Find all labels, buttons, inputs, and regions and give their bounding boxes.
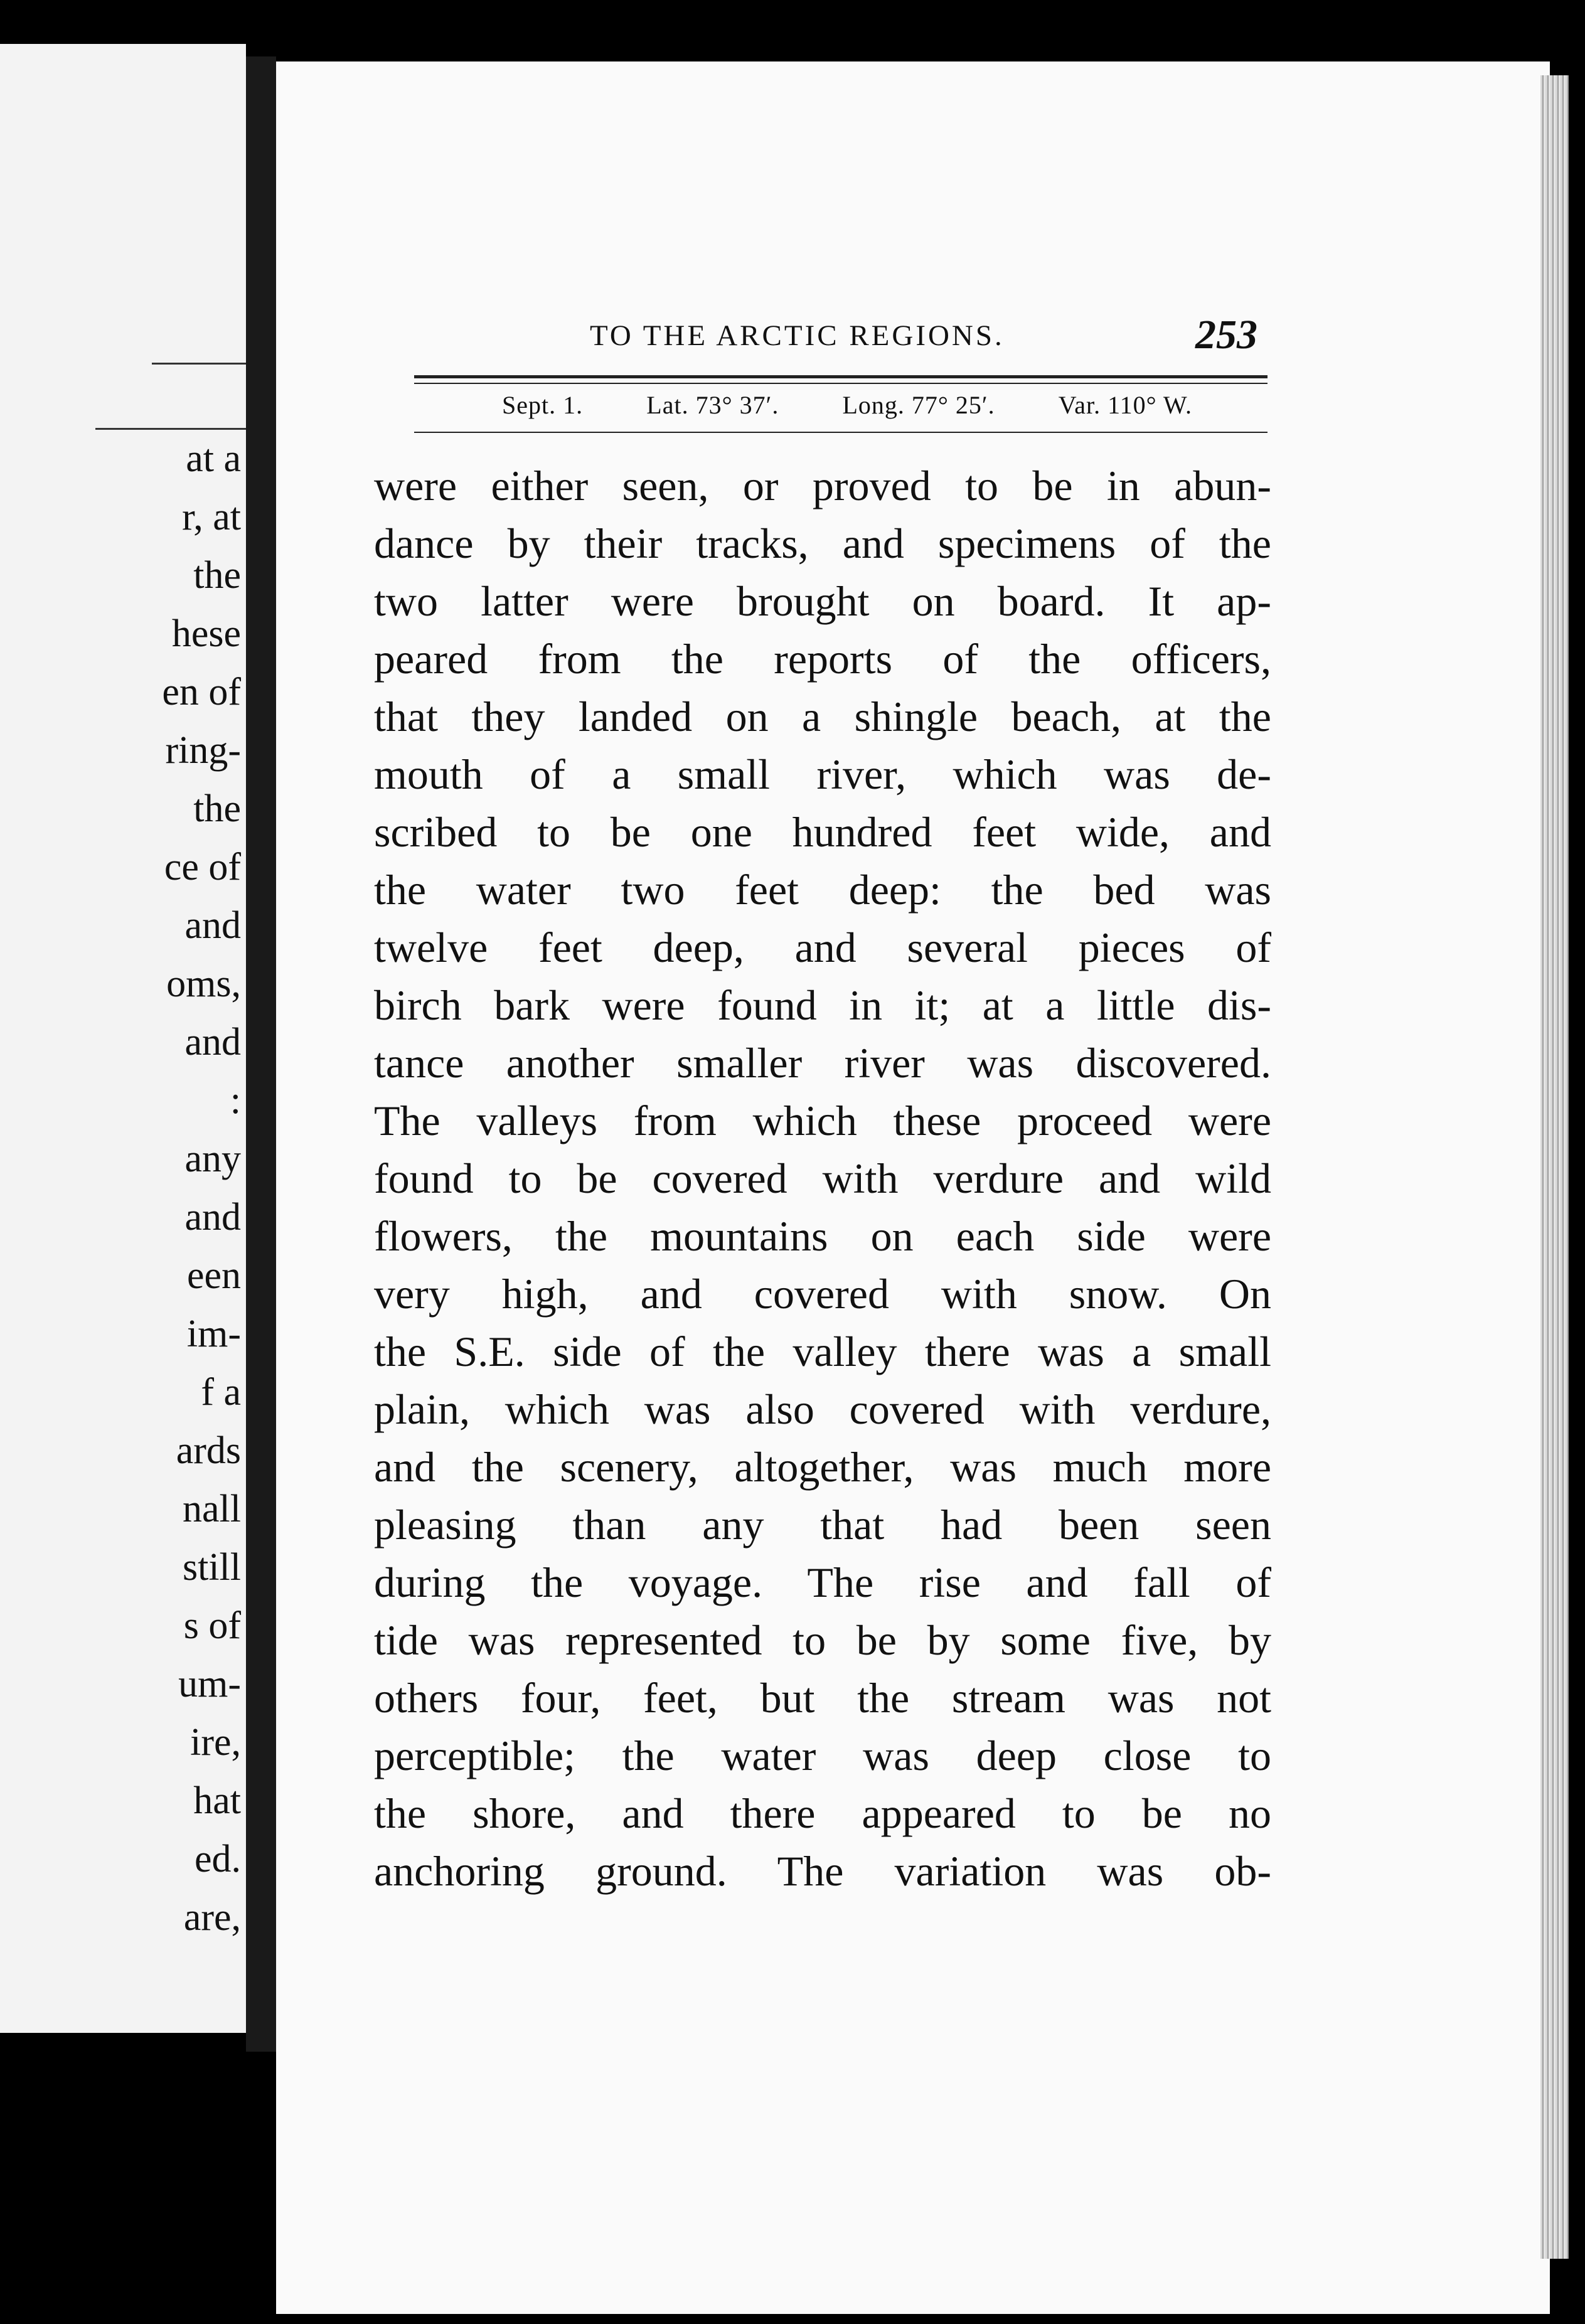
text-line: others four, feet, but the stream was not: [374, 1674, 1271, 1722]
page-number: 253: [1195, 312, 1257, 358]
facing-page-line: any: [184, 1138, 241, 1180]
book-gutter: [246, 56, 276, 2052]
facing-page-line: and: [184, 1021, 241, 1063]
facing-page-line: f a: [201, 1371, 241, 1414]
log-latitude: Lat. 73° 37′.: [646, 391, 779, 419]
text-line: peared from the reports of the officers,: [374, 635, 1271, 683]
facing-page-line: ce of: [164, 846, 241, 888]
text-line: flowers, the mountains on each side were: [374, 1212, 1271, 1260]
log-date: Sept. 1.: [502, 391, 584, 419]
text-line: the S.E. side of the valley there was a small: [374, 1328, 1271, 1375]
facing-page-line: hese: [171, 612, 241, 655]
text-line: during the voyage. The rise and fall of: [374, 1559, 1271, 1606]
text-line: and the scenery, altogether, was much more: [374, 1443, 1271, 1491]
text-line: pleasing than any that had been seen: [374, 1501, 1271, 1548]
facing-page-line: um-: [178, 1663, 241, 1705]
text-line: plain, which was also covered with verdure,: [374, 1385, 1271, 1433]
facing-page-line: hat: [193, 1779, 241, 1822]
text-line: the shore, and there appeared to be no: [374, 1789, 1271, 1837]
facing-page-line: the: [193, 787, 241, 830]
facing-page-rule: [152, 363, 246, 365]
text-line: birch bark were found in it; at a little dis-: [374, 981, 1271, 1029]
facing-page-line: ire,: [190, 1721, 241, 1764]
text-line: dance by their tracks, and specimens of the: [374, 520, 1271, 567]
subhead-rule: [414, 432, 1267, 433]
facing-page-line: nall: [183, 1488, 241, 1530]
facing-page-line: still: [182, 1546, 241, 1589]
text-line: mouth of a small river, which was de-: [374, 750, 1271, 798]
text-line: anchoring ground. The variation was ob-: [374, 1847, 1271, 1895]
facing-page-line: s of: [183, 1604, 241, 1647]
facing-page-line: een: [186, 1254, 241, 1297]
text-line: scribed to be one hundred feet wide, and: [374, 808, 1271, 856]
facing-page-line: ards: [176, 1429, 241, 1472]
facing-page-line: r, at: [182, 496, 241, 538]
facing-page-line: en of: [162, 671, 241, 713]
facing-page-line: ed.: [194, 1838, 241, 1880]
text-line: The valleys from which these proceed were: [374, 1097, 1271, 1144]
facing-page-line: im-: [186, 1313, 241, 1355]
running-head: TO THE ARCTIC REGIONS.: [590, 319, 1005, 352]
facing-page-line: ring-: [165, 729, 241, 772]
text-line: were either seen, or proved to be in abun-: [374, 462, 1271, 509]
log-longitude: Long. 77° 25′.: [842, 391, 995, 419]
text-line: tide was represented to be by some five, by: [374, 1616, 1271, 1664]
text-line: the water two feet deep: the bed was: [374, 866, 1271, 914]
text-line: twelve feet deep, and several pieces of: [374, 924, 1271, 971]
page-edges: [1540, 75, 1569, 2259]
text-line: two latter were brought on board. It ap-: [374, 577, 1271, 625]
facing-page-line: the: [193, 554, 241, 597]
log-entry-heading: [502, 390, 1192, 420]
facing-page-line: at a: [186, 437, 241, 480]
text-line: found to be covered with verdure and wild: [374, 1154, 1271, 1202]
facing-page-rule: [95, 428, 246, 430]
header-rule: [414, 375, 1267, 378]
log-variation: Var. 110° W.: [1058, 391, 1192, 419]
facing-page-line: :: [230, 1079, 241, 1122]
facing-page-line: and: [184, 1196, 241, 1239]
text-line: tance another smaller river was discovered.: [374, 1039, 1271, 1087]
body-text: [374, 457, 1271, 1900]
facing-page-line: oms,: [166, 962, 241, 1005]
facing-page: [0, 44, 246, 2033]
facing-page-line: are,: [183, 1896, 241, 1939]
facing-page-line: and: [184, 904, 241, 947]
text-line: that they landed on a shingle beach, at the: [374, 693, 1271, 740]
header-rule-thin: [414, 383, 1267, 384]
text-line: very high, and covered with snow. On: [374, 1270, 1271, 1318]
text-line: perceptible; the water was deep close to: [374, 1732, 1271, 1779]
